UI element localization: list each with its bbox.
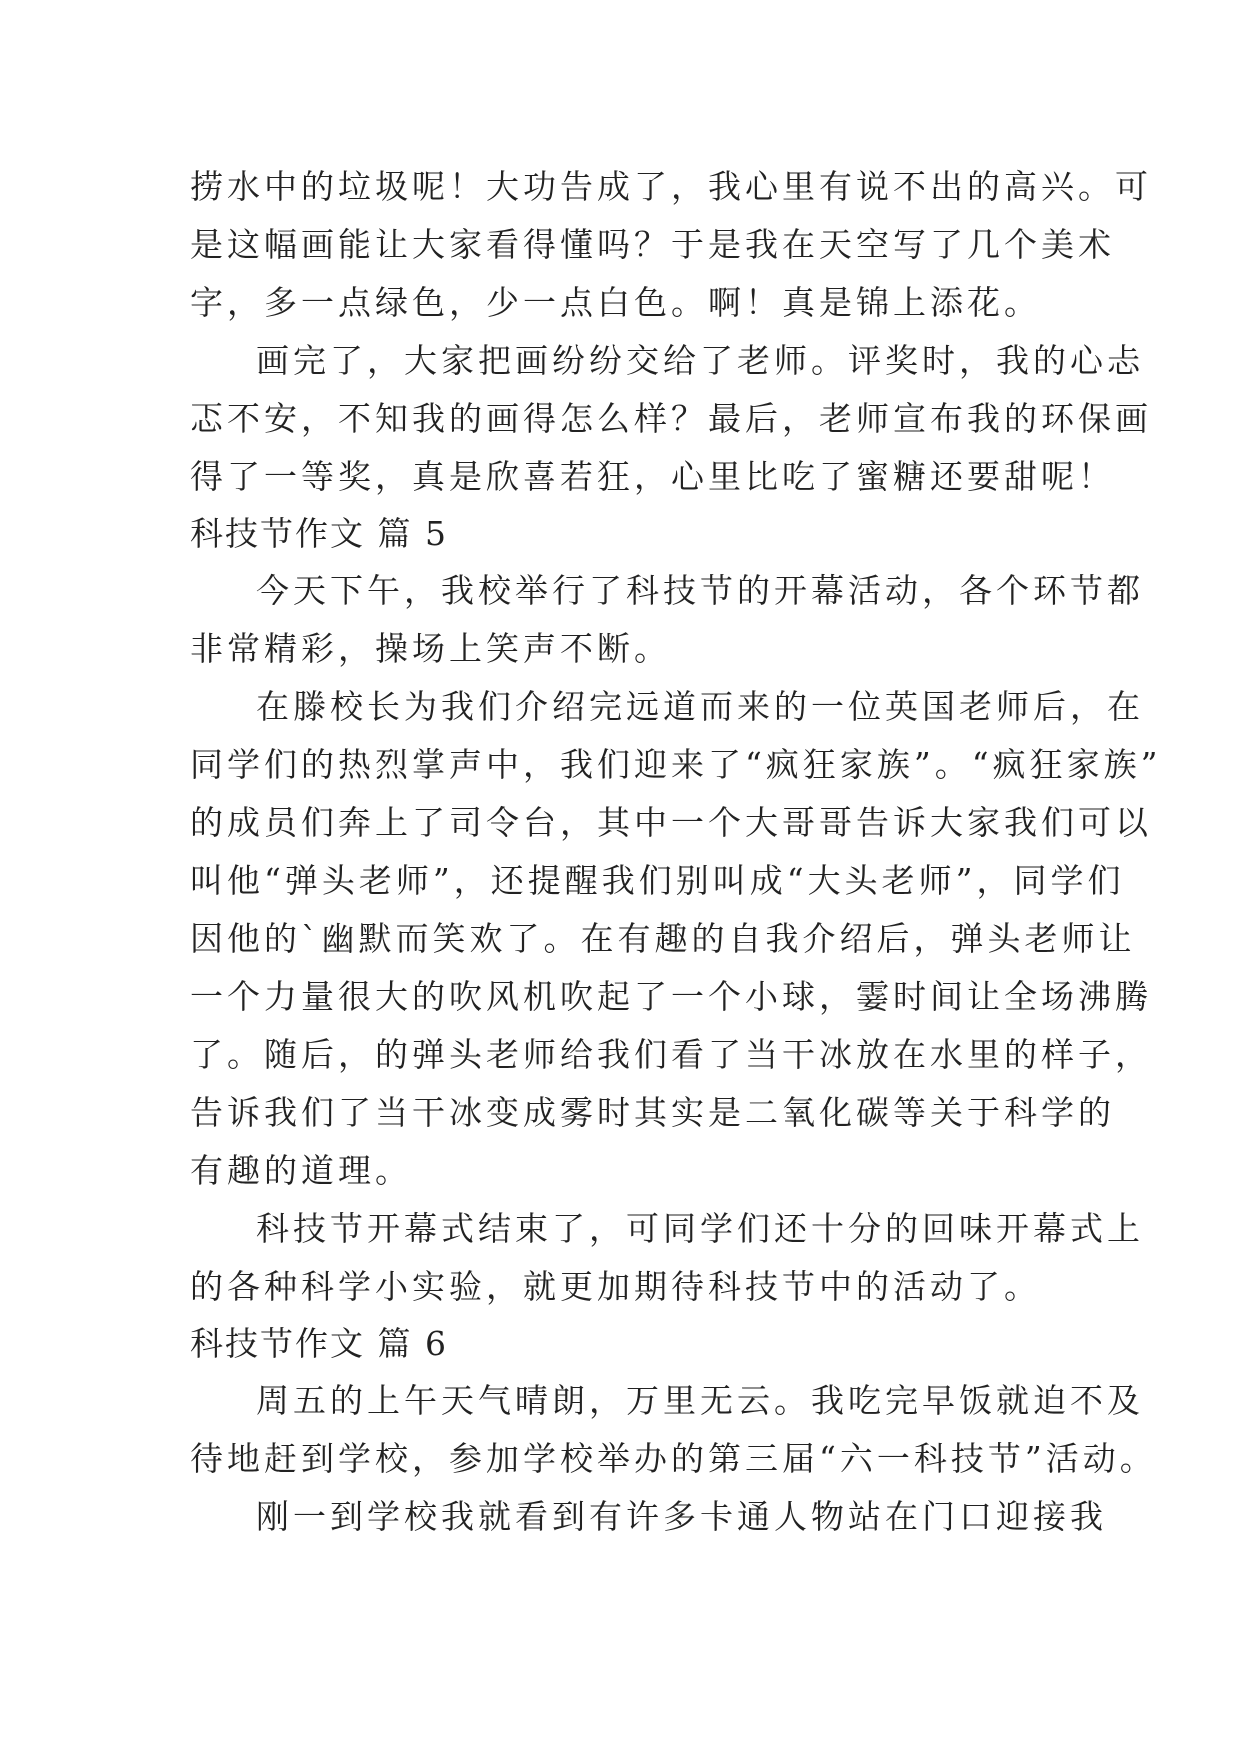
text-line: 科技节开幕式结束了，可同学们还十分的回味开幕式上: [256, 1209, 1144, 1248]
text-line: 非常精彩，操场上笑声不断。: [190, 629, 671, 668]
text-line: 有趣的道理。: [190, 1151, 412, 1190]
text-line: 告诉我们了当干冰变成雾时其实是二氧化碳等关于科学的: [190, 1093, 1115, 1132]
document-body: [190, 158, 1162, 1546]
text-line: 叫他“弹头老师”，还提醒我们别叫成“大头老师”，同学们: [190, 861, 1125, 900]
text-line: 周五的上午天气晴朗，万里无云。我吃完早饭就迫不及: [256, 1381, 1144, 1420]
text-line: 了。随后，的弹头老师给我们看了当干冰放在水里的样子，: [190, 1035, 1152, 1074]
section-heading: 科技节作文 篇 6: [190, 1324, 448, 1363]
text-line: 忑不安，不知我的画得怎么样？最后，老师宣布我的环保画: [190, 399, 1152, 438]
text-line: 刚一到学校我就看到有许多卡通人物站在门口迎接我: [256, 1497, 1107, 1536]
text-line: 字，多一点绿色，少一点白色。啊！真是锦上添花。: [190, 283, 1041, 322]
text-line: 的各种科学小实验，就更加期待科技节中的活动了。: [190, 1267, 1041, 1306]
text-line: 画完了，大家把画纷纷交给了老师。评奖时，我的心忐: [256, 341, 1144, 380]
text-line: 是这幅画能让大家看得懂吗？于是我在天空写了几个美术: [190, 225, 1115, 264]
text-line: 因他的`幽默而笑欢了。在有趣的自我介绍后，弹头老师让: [190, 919, 1136, 958]
text-line: 待地赶到学校，参加学校举办的第三届“六一科技节”活动。: [190, 1439, 1157, 1478]
section-heading: 科技节作文 篇 5: [190, 514, 448, 553]
text-line: 同学们的热烈掌声中，我们迎来了“疯狂家族”。“疯狂家族”: [190, 745, 1162, 784]
text-line: 得了一等奖，真是欣喜若狂，心里比吃了蜜糖还要甜呢！: [190, 457, 1115, 496]
text-line: 今天下午，我校举行了科技节的开幕活动，各个环节都: [256, 571, 1144, 610]
text-line: 在滕校长为我们介绍完远道而来的一位英国老师后，在: [256, 687, 1144, 726]
text-line: 一个力量很大的吹风机吹起了一个小球，霎时间让全场沸腾: [190, 977, 1152, 1016]
text-line: 捞水中的垃圾呢！大功告成了，我心里有说不出的高兴。可: [190, 167, 1152, 206]
text-line: 的成员们奔上了司令台，其中一个大哥哥告诉大家我们可以: [190, 803, 1152, 842]
